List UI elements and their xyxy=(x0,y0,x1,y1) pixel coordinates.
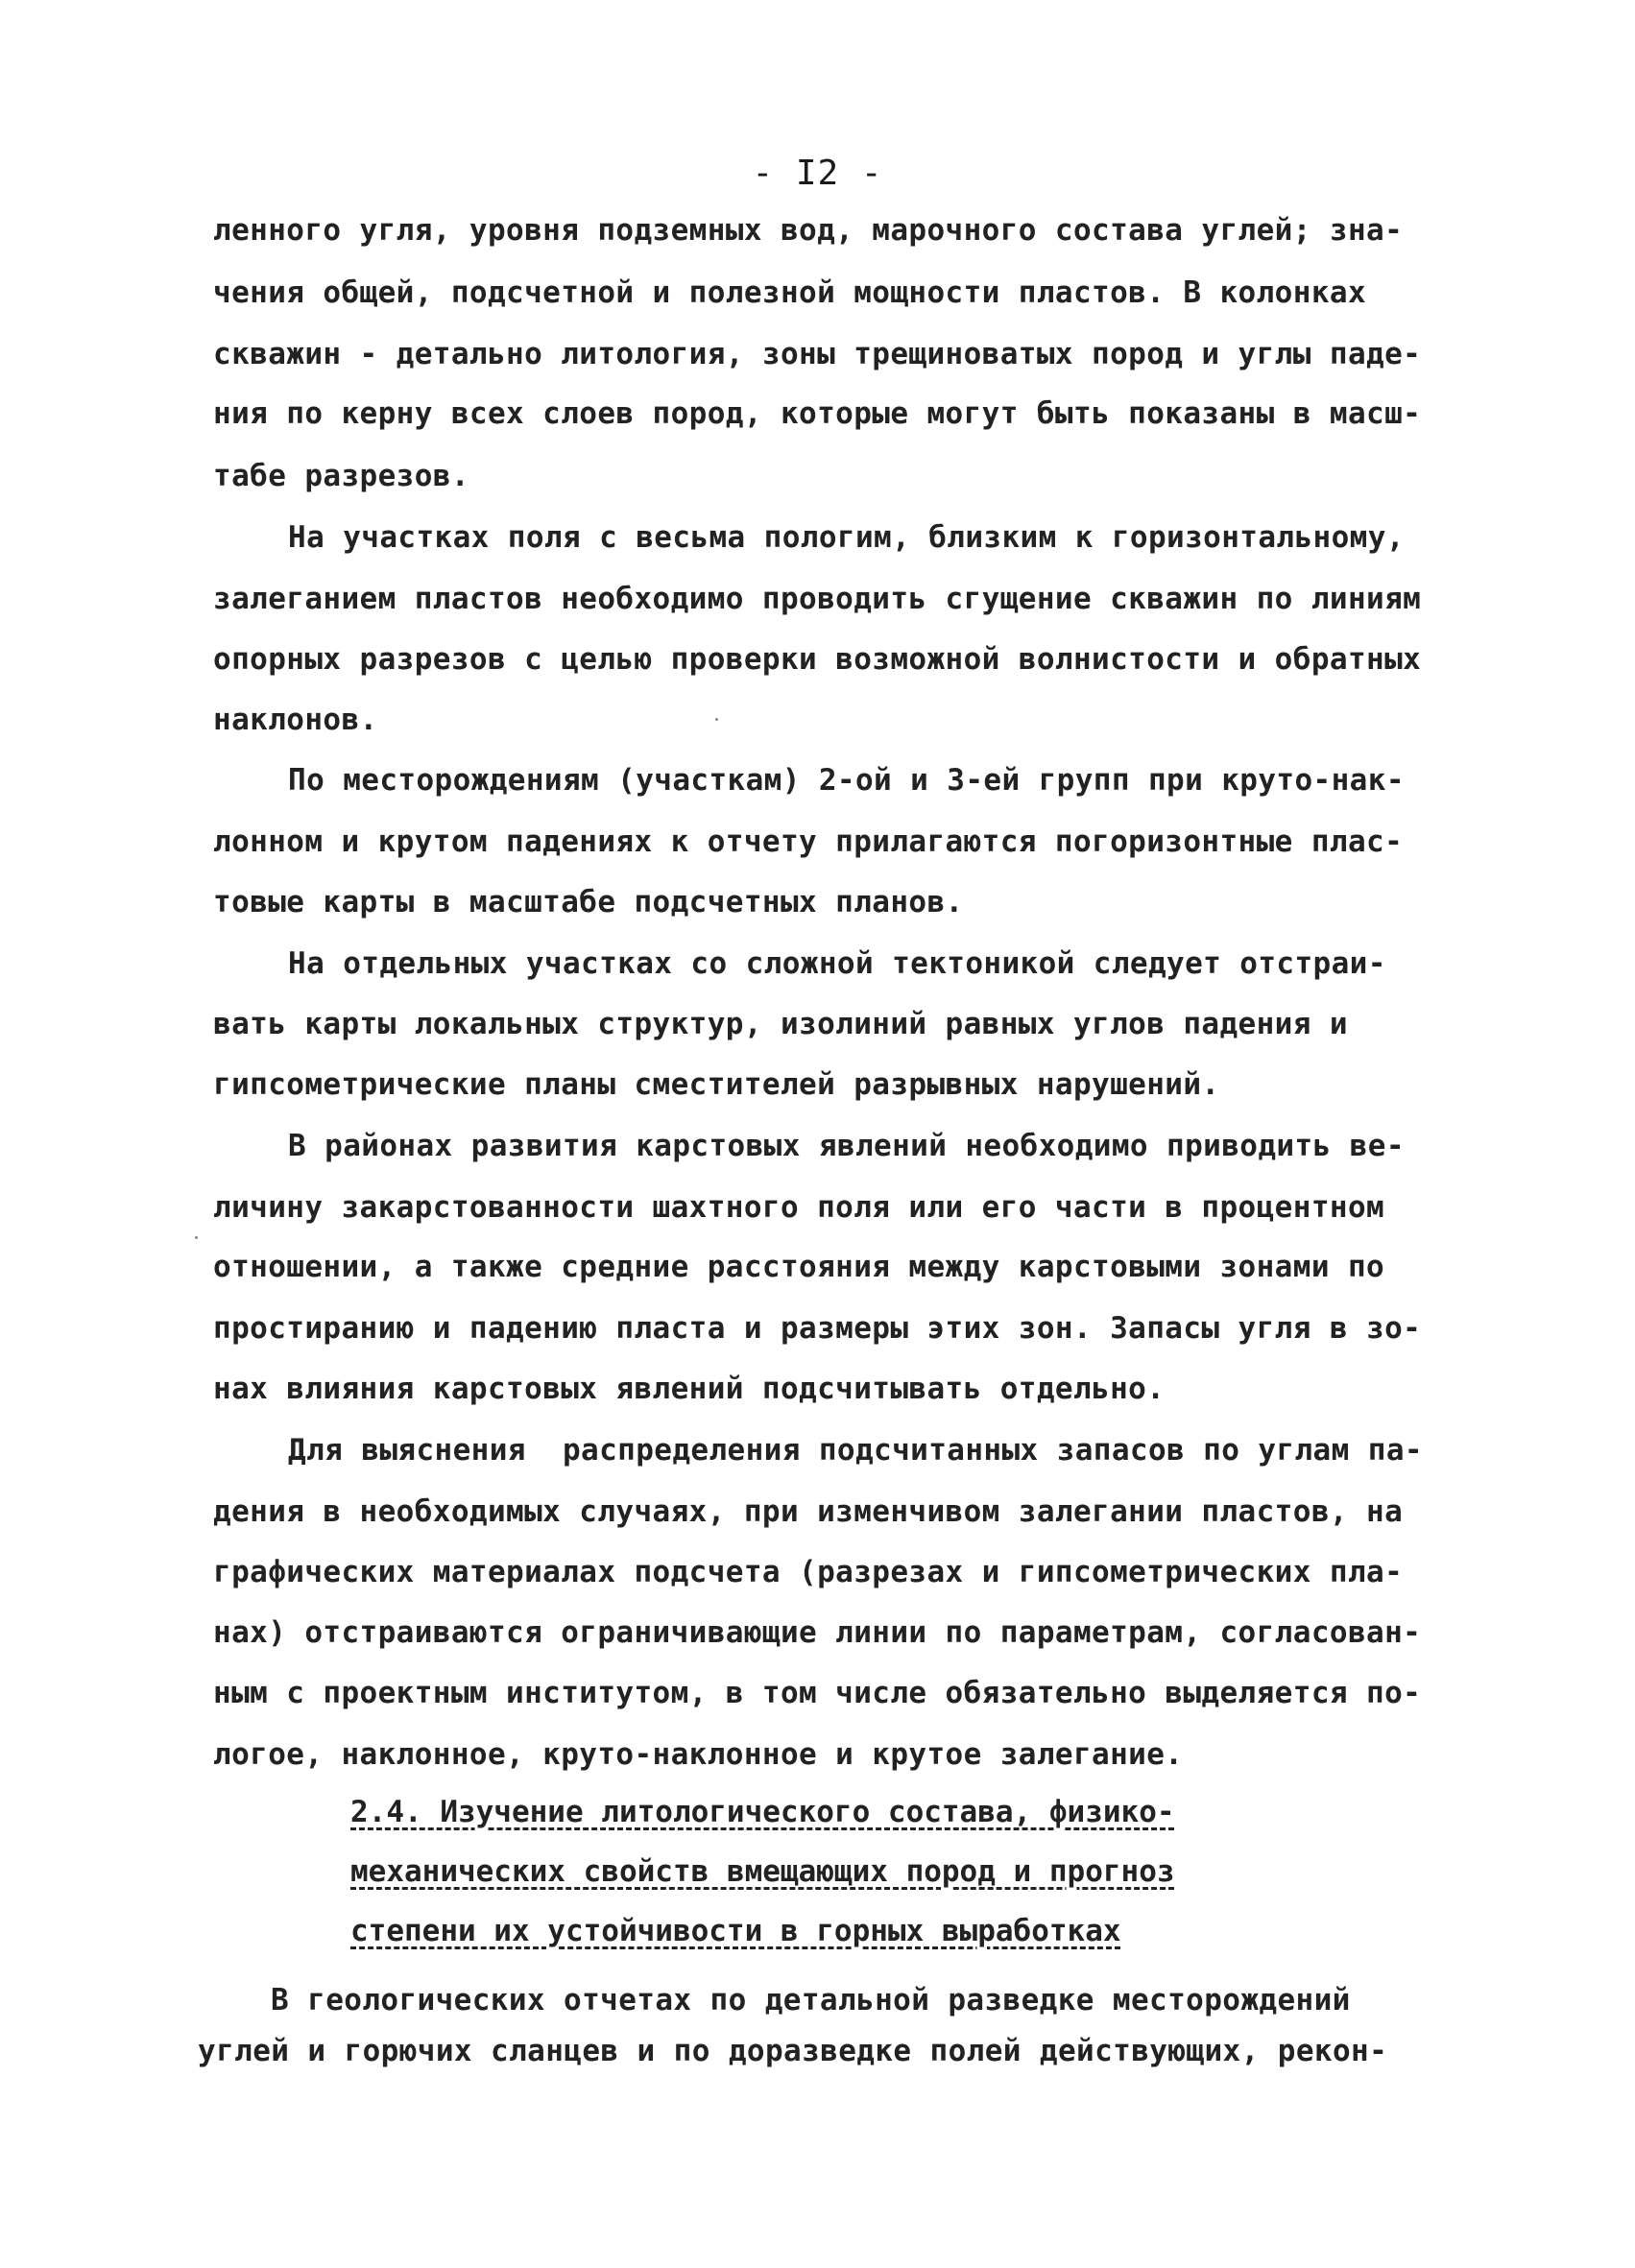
text-line: залеганием пластов необходимо проводить сгущение скважин по линиям xyxy=(213,582,1422,616)
text-line: дения в необходимых случаях, при изменчивом залегании пластов, на xyxy=(213,1494,1404,1529)
text-line: нах влияния карстовых явлений подсчитывать отдельно. xyxy=(213,1372,1166,1406)
section-heading-line: степени их устойчивости в горных выработках xyxy=(350,1914,1121,1948)
text-line: чения общей, подсчетной и полезной мощности пластов. В колонках xyxy=(213,275,1367,310)
text-line: ным с проектным институтом, в том числе обязательно выделяется по- xyxy=(213,1676,1422,1710)
text-line: В районах развития карстовых явлений необходимо приводить ве- xyxy=(288,1129,1405,1163)
text-line: На отдельных участках со сложной тектоникой следует отстраи- xyxy=(288,946,1386,981)
text-line: скважин - детально литология, зоны трещиноватых пород и углы паде- xyxy=(213,337,1422,371)
text-line: Для выяснения распределения подсчитанных запасов по углам па- xyxy=(288,1433,1423,1468)
text-line: графических материалах подсчета (разрезах и гипсометрических пла- xyxy=(213,1555,1404,1589)
text-line: опорных разрезов с целью проверки возможной волнистости и обратных xyxy=(213,642,1422,677)
text-line: отношении, а также средние расстояния между карстовыми зонами по xyxy=(213,1250,1385,1284)
text-line: лонном и крутом падениях к отчету прилагаются погоризонтные плас- xyxy=(213,824,1404,859)
text-line: нах) отстраиваются ограничивающие линии по параметрам, согласован- xyxy=(213,1615,1422,1650)
section-heading-line: 2.4. Изучение литологического состава, физико- xyxy=(350,1795,1175,1829)
text-line: ния по керну всех слоев пород, которые могут быть показаны в масш- xyxy=(213,396,1422,431)
text-line: простиранию и падению пласта и размеры этих зон. Запасы угля в зо- xyxy=(213,1311,1422,1346)
text-line: гипсометрические планы сместителей разрывных нарушений. xyxy=(213,1067,1220,1102)
text-line: логое, наклонное, круто-наклонное и крутое залегание. xyxy=(213,1737,1184,1772)
scan-speck xyxy=(715,718,718,721)
text-line: наклонов. xyxy=(213,703,378,737)
section-heading-line: механических свойств вмещающих пород и прогноз xyxy=(350,1854,1175,1889)
text-line: личину закарстованности шахтного поля или его части в процентном xyxy=(213,1190,1385,1225)
text-line: В геологических отчетах по детальной разведке месторождений xyxy=(271,1983,1351,2017)
page-number: - I2 - xyxy=(752,154,883,193)
text-line: вать карты локальных структур, изолиний равных углов падения и xyxy=(213,1007,1348,1041)
scan-speck xyxy=(195,1236,198,1239)
text-line: По месторождениям (участкам) 2-ой и 3-ей групп при круто-нак- xyxy=(288,763,1405,798)
text-line: товые карты в масштабе подсчетных планов. xyxy=(213,885,964,919)
text-line: табе разрезов. xyxy=(213,459,469,493)
text-line: ленного угля, уровня подземных вод, марочного состава углей; зна- xyxy=(213,213,1404,248)
text-line: углей и горючих сланцев и по доразведке полей действующих, рекон- xyxy=(198,2034,1388,2068)
text-line: На участках поля с весьма пологим, близким к горизонтальному, xyxy=(288,520,1405,555)
